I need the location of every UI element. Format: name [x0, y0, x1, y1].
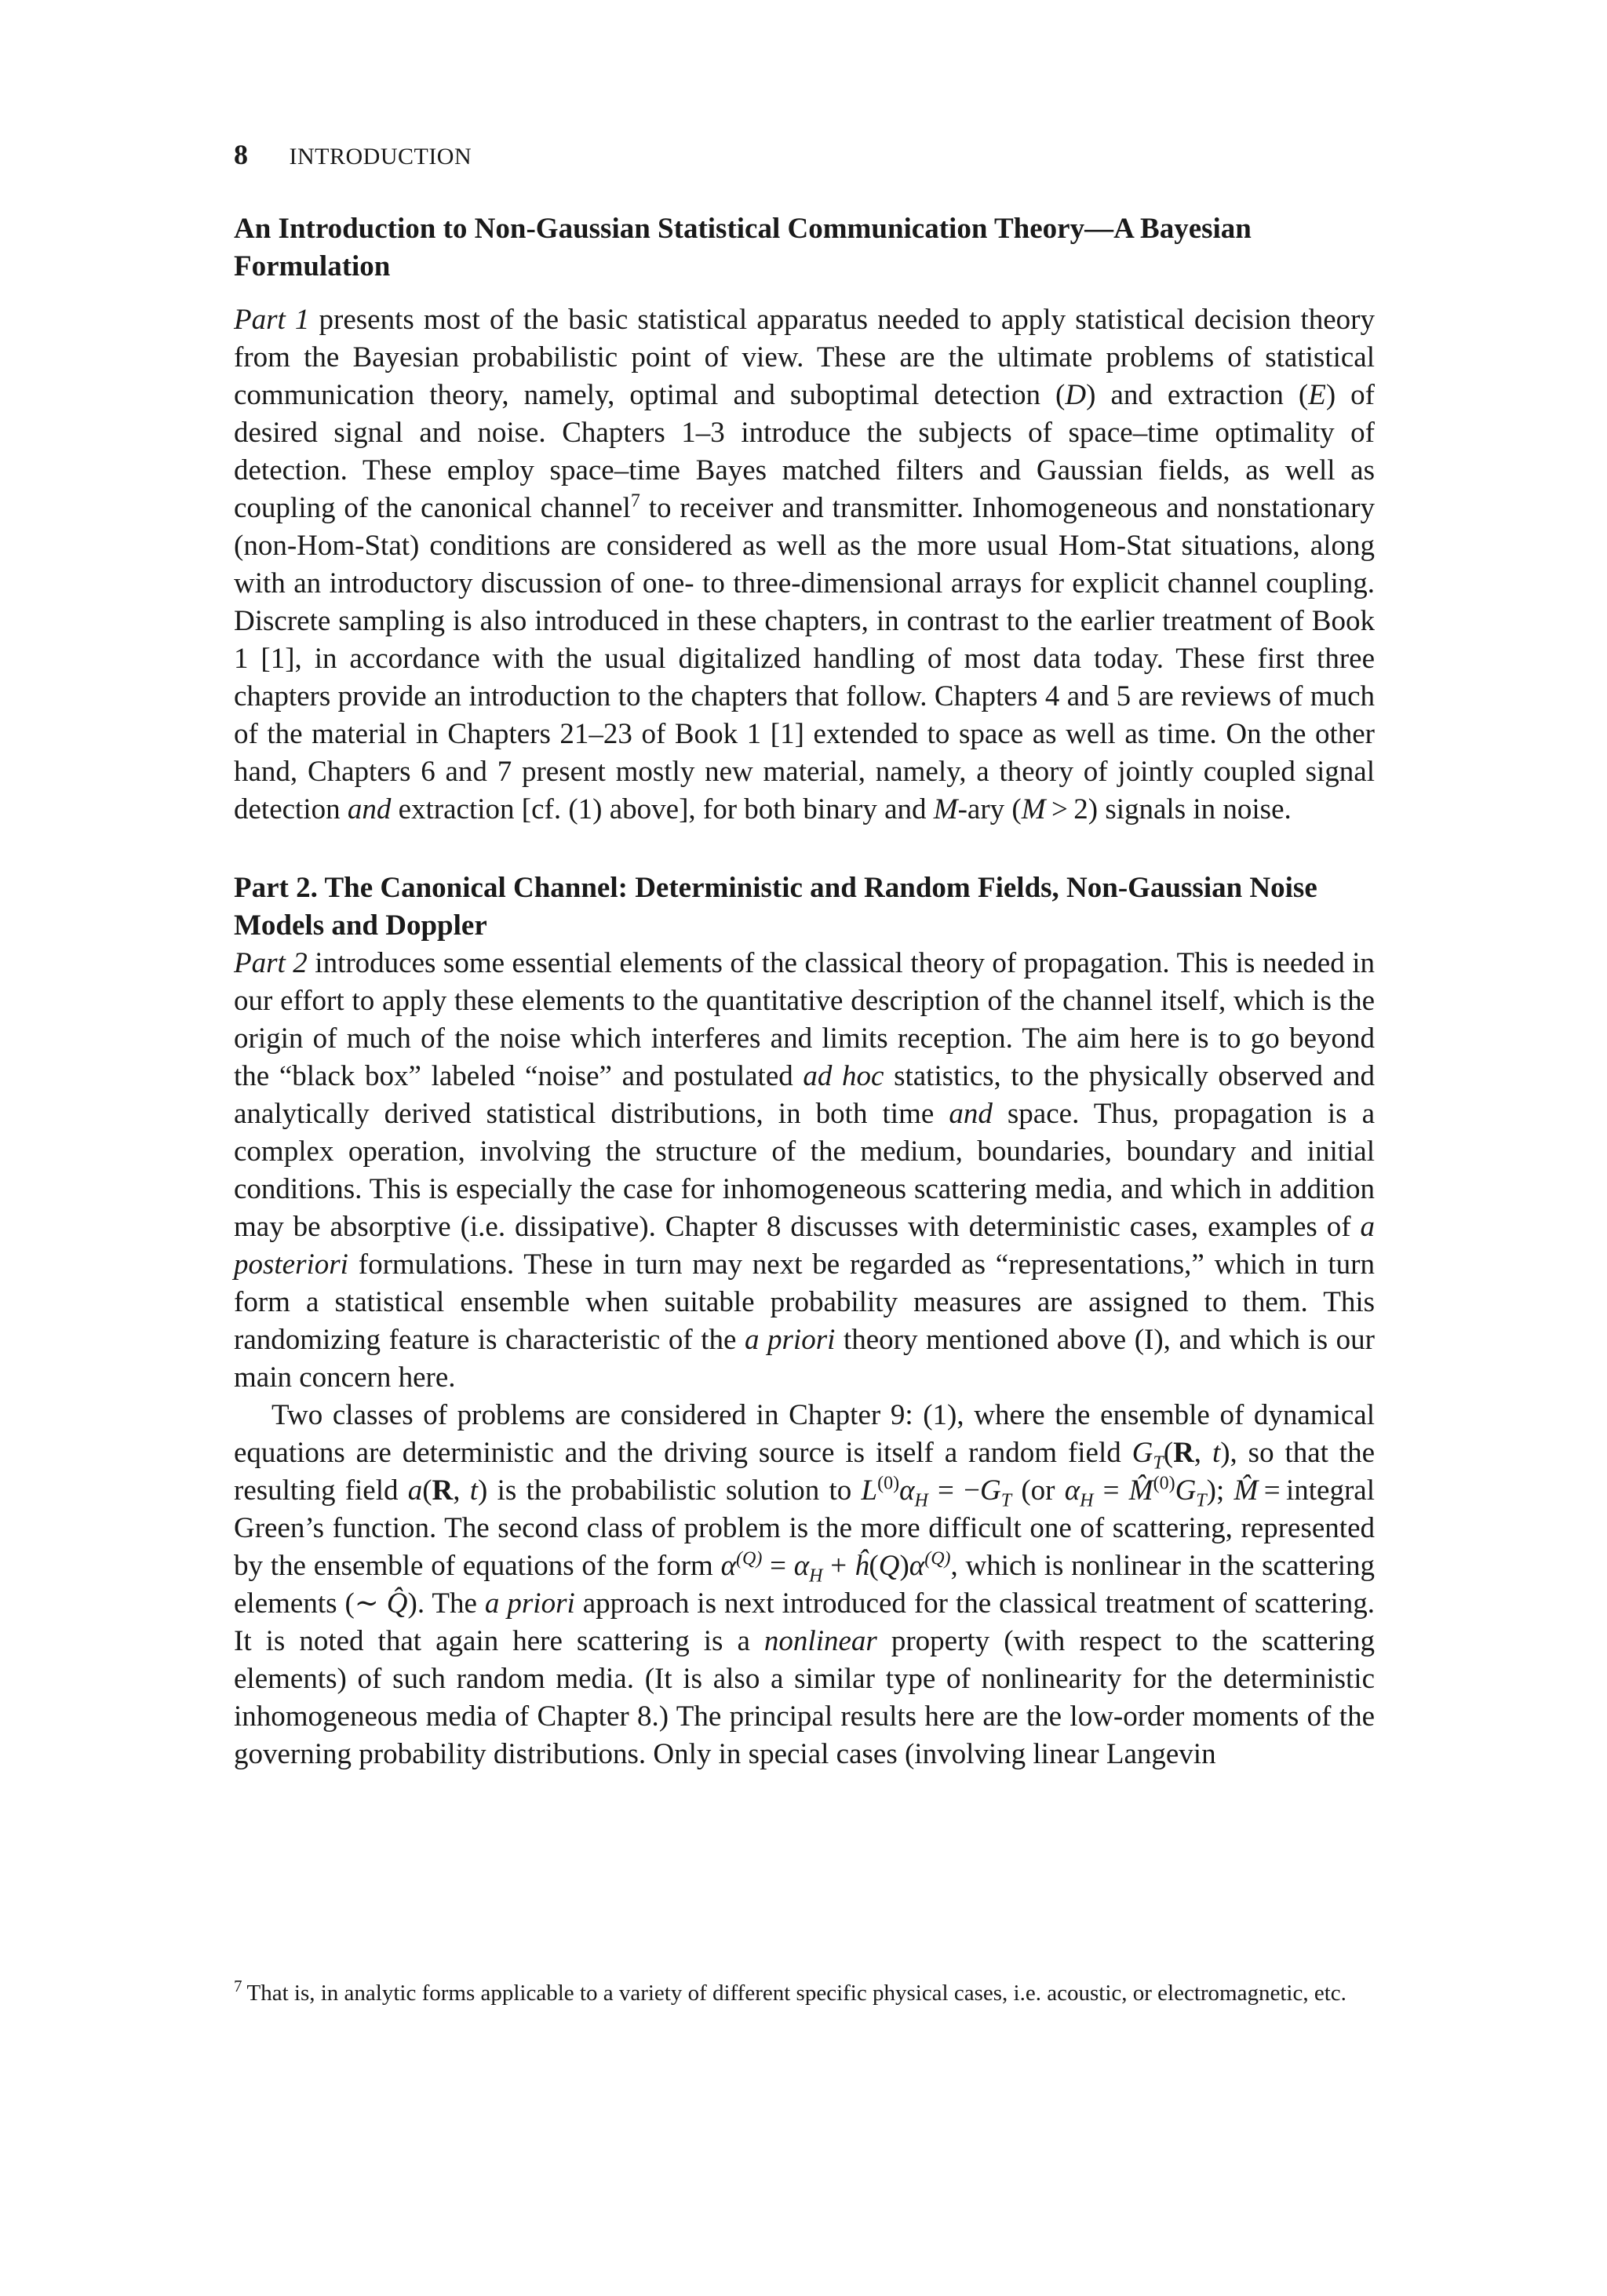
- paragraph-two-classes: Two classes of problems are considered in Chapter 9: (1), where the ensemble of dynamical equations are deterministic and the driving source is itself a random field $G_T(R$, t), so that the resulting field a(R, t) is the probabilistic solution to $L^{(0)}\alpha_H = -G_T$ (or $\alpha_H$ = $M̂^{(0)}G_T$); M̂ = integral Green’s function. The second class of problem is the more difficult one of scattering, represented by the ensemble of equations of the form $\alpha^{(Q)} = \alpha_H$ + $ĥ(Q)\alpha^{(Q)}$, which is nonlinear in the scattering elements (∼ Q̂). The a priori approach is next introduced for the classical treatment of scattering. It is noted that again here scattering is a nonlinear property (with respect to the scattering elements) of such random media. (It is also a similar type of nonlinearity for the deterministic inhomogeneous media of Chapter 8.) The principal results here are the low-order moments of the governing probability distributions. Only in special cases (involving linear Langevin: [234, 1399, 1376, 1770]
- footnote-text: That is, in analytic forms applicable to a variety of different specific physical cases, i.e. acoustic, or electromagnetic, etc.: [246, 1981, 1346, 2006]
- paragraph-part-1: Part 1 presents most of the basic statistical apparatus needed to apply statistical decision theory from the Bayesian probabilistic point of view. These are the ultimate problems of statistical communication theory, namely, optimal and suboptimal detection (D) and extraction (E) of desired signal and noise. Chapters 1–3 introduce the subjects of space–time optimality of detection. These employ space–time Bayes matched filters and Gaussian fields, as well as coupling of the canonical channel$^7$ to receiver and transmitter. Inhomogeneous and nonstationary (non-Hom-Stat) conditions are considered as well as the more usual Hom-Stat situations, along with an introductory discussion of one- to three-dimensional arrays for explicit channel coupling. Discrete sampling is also introduced in these chapters, in contrast to the earlier treatment of Book 1 [1], in accordance with the usual digitalized handling of most data today. These first three chapters provide an introduction to the chapters that follow. Chapters 4 and 5 are reviews of much of the material in Chapters 21–23 of Book 1 [1] extended to space as well as time. On the other hand, Chapters 6 and 7 present mostly new material, namely, a theory of jointly coupled signal detection and extraction [cf. (1) above], for both binary and M-ary (M > 2) signals in noise.: [234, 304, 1375, 825]
- page-number: 8: [234, 139, 249, 170]
- paragraph-part-2: Part 2 introduces some essential elements of the classical theory of propagation. This is needed in our effort to apply these elements to the quantitative description of the channel itself, which is the origin of much of the noise which interferes and limits reception. The aim here is to go beyond the “black box” labeled “noise” and postulated ad hoc statistics, to the physically observed and analytically derived statistical distributions, in both time and space. Thus, propagation is a complex operation, involving the structure of the medium, boundaries, boundary and initial conditions. This is especially the case for inhomogeneous scattering media, and which in addition may be absorptive (i.e. dissipative). Chapter 8 discusses with deterministic cases, examples of a posteriori formulations. These in turn may next be regarded as “representations,” which in turn form a statistical ensemble when suitable probability measures are assigned to them. This randomizing feature is characteristic of the a priori theory mentioned above (I), and which is our main concern here.: [234, 947, 1375, 1394]
- running-head: [234, 138, 472, 171]
- section-heading-2: Part 2. The Canonical Channel: Deterministic and Random Fields, Non-Gaussian Noise Models and Doppler: [234, 872, 1317, 942]
- footnote-number: 7: [234, 1977, 242, 1996]
- footnote-7: [234, 1977, 1375, 2009]
- main-text: [234, 210, 1375, 1773]
- running-title: INTRODUCTION: [289, 144, 472, 169]
- section-heading-1: An Introduction to Non-Gaussian Statistical Communication Theory—A Bayesian Formulation: [234, 213, 1252, 282]
- footnote-marker[interactable]: 7: [630, 490, 640, 512]
